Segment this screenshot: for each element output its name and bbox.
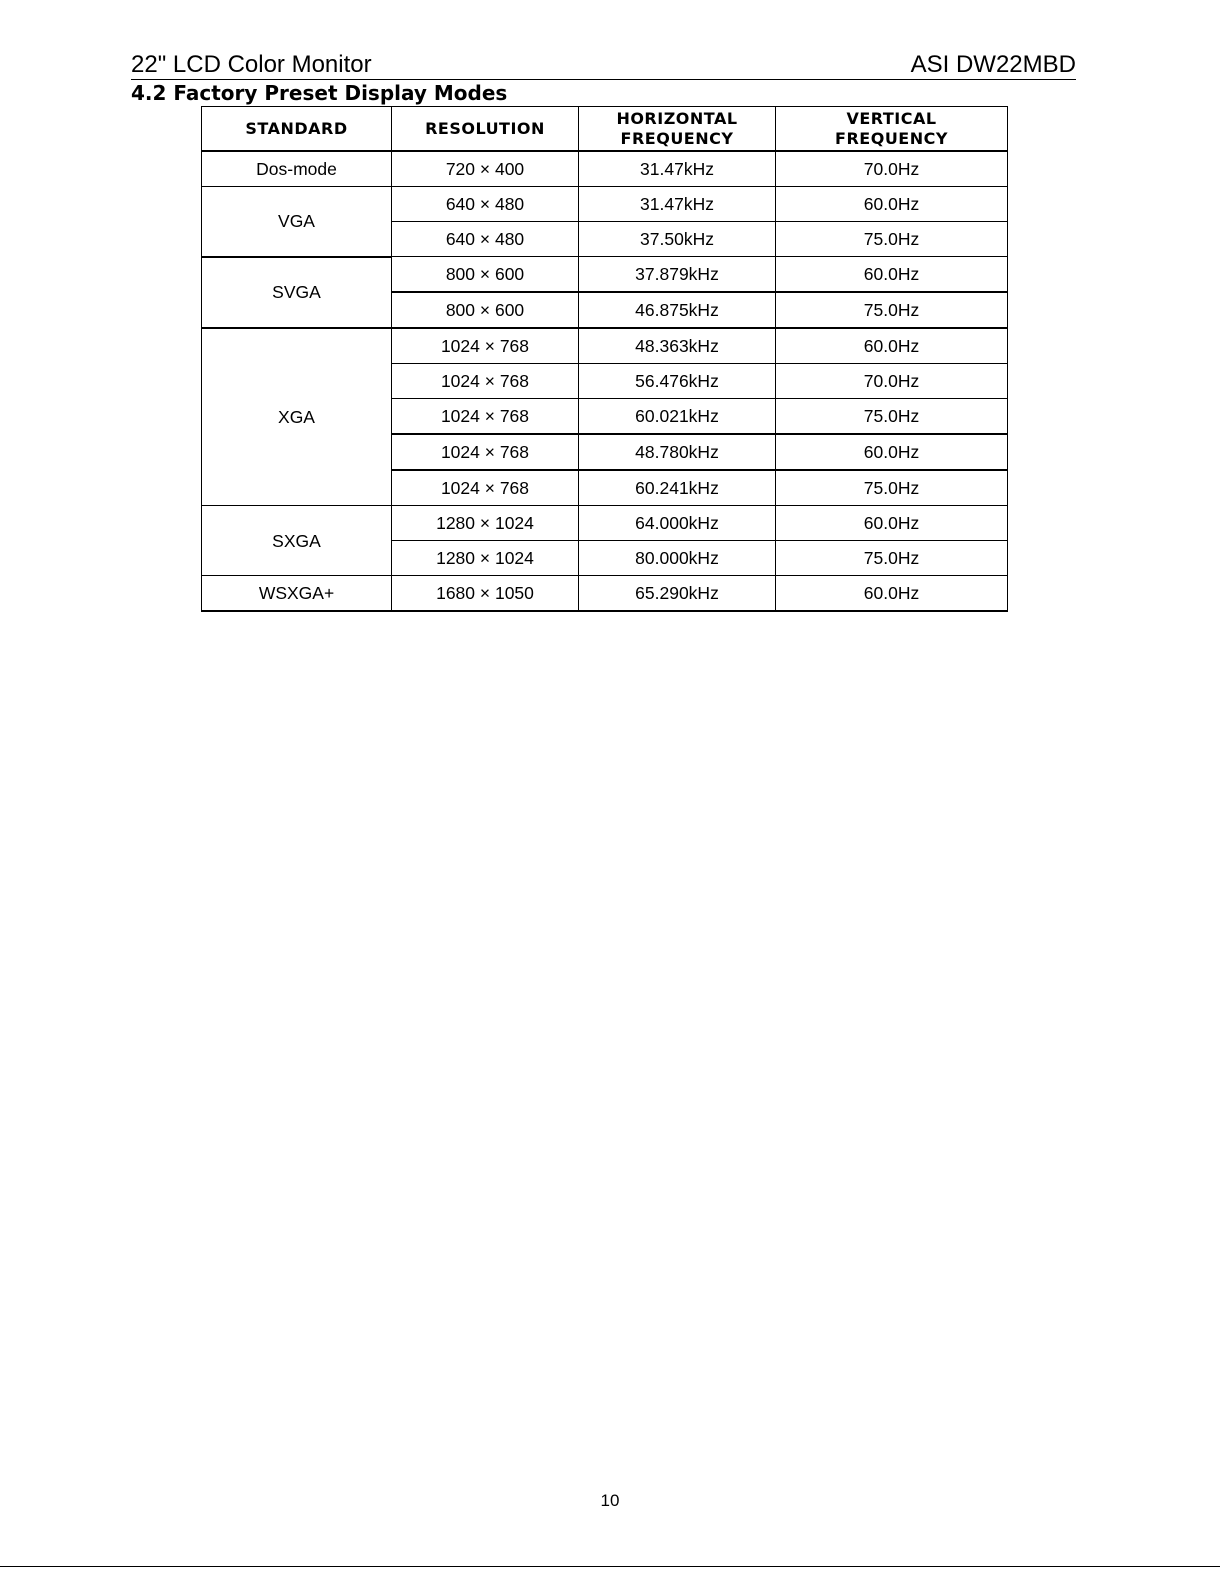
table-row — [202, 328, 1008, 364]
vertical-frequency-cell: 70.0Hz — [776, 151, 1008, 187]
horizontal-frequency-cell: 48.780kHz — [579, 434, 776, 470]
resolution-cell: 1280 × 1024 — [392, 541, 579, 576]
horizontal-frequency-cell: 46.875kHz — [579, 292, 776, 328]
horizontal-frequency-cell: 80.000kHz — [579, 541, 776, 576]
resolution-cell: 1024 × 768 — [392, 470, 579, 506]
resolution-cell: 640 × 480 — [392, 222, 579, 257]
horizontal-frequency-cell: 65.290kHz — [579, 576, 776, 612]
resolution-cell: 1024 × 768 — [392, 434, 579, 470]
standard-cell: SXGA — [202, 506, 392, 576]
standard-cell: VGA — [202, 187, 392, 257]
standard-cell: XGA — [202, 328, 392, 506]
resolution-cell: 800 × 600 — [392, 257, 579, 293]
standard-cell: WSXGA+ — [202, 576, 392, 612]
resolution-cell: 1280 × 1024 — [392, 506, 579, 541]
resolution-cell: 720 × 400 — [392, 151, 579, 187]
horizontal-frequency-cell: 31.47kHz — [579, 151, 776, 187]
resolution-cell: 640 × 480 — [392, 187, 579, 222]
vertical-frequency-cell: 60.0Hz — [776, 187, 1008, 222]
resolution-cell: 1024 × 768 — [392, 399, 579, 435]
vertical-frequency-cell: 60.0Hz — [776, 434, 1008, 470]
vertical-frequency-cell: 75.0Hz — [776, 541, 1008, 576]
horizontal-frequency-cell: 48.363kHz — [579, 328, 776, 364]
vertical-frequency-cell: 60.0Hz — [776, 328, 1008, 364]
table-row — [202, 151, 1008, 187]
vertical-frequency-cell: 60.0Hz — [776, 257, 1008, 293]
resolution-cell: 1680 × 1050 — [392, 576, 579, 612]
vertical-frequency-cell: 75.0Hz — [776, 222, 1008, 257]
document-title: 22" LCD Color Monitor — [131, 51, 372, 78]
horizontal-frequency-cell: 60.241kHz — [579, 470, 776, 506]
table-row — [202, 576, 1008, 612]
horizontal-frequency-cell: 60.021kHz — [579, 399, 776, 435]
horizontal-frequency-cell: 64.000kHz — [579, 506, 776, 541]
table-header-row — [202, 107, 1008, 152]
vertical-frequency-cell: 70.0Hz — [776, 364, 1008, 399]
table-row — [202, 257, 1008, 293]
column-header-standard: STANDARD — [202, 107, 392, 152]
vertical-frequency-cell: 75.0Hz — [776, 399, 1008, 435]
model-number: ASI DW22MBD — [910, 51, 1076, 78]
column-header-horizontal-frequency: HORIZONTAL FREQUENCY — [579, 107, 776, 152]
vertical-frequency-cell: 60.0Hz — [776, 576, 1008, 612]
page-number: 10 — [600, 1491, 620, 1510]
preset-modes-table — [201, 106, 1008, 612]
table-row — [202, 506, 1008, 541]
resolution-cell: 800 × 600 — [392, 292, 579, 328]
standard-cell: Dos-mode — [202, 151, 392, 187]
horizontal-frequency-cell: 31.47kHz — [579, 187, 776, 222]
column-header-resolution: RESOLUTION — [392, 107, 579, 152]
page-bottom-rule — [0, 1566, 1220, 1567]
column-header-vertical-frequency: VERTICAL FREQUENCY — [776, 107, 1008, 152]
horizontal-frequency-cell: 37.879kHz — [579, 257, 776, 293]
resolution-cell: 1024 × 768 — [392, 328, 579, 364]
table-row — [202, 187, 1008, 222]
vertical-frequency-cell: 75.0Hz — [776, 470, 1008, 506]
vertical-frequency-cell: 60.0Hz — [776, 506, 1008, 541]
vertical-frequency-cell: 75.0Hz — [776, 292, 1008, 328]
section-title: 4.2 Factory Preset Display Modes — [131, 81, 508, 105]
page-header — [131, 51, 1076, 80]
resolution-cell: 1024 × 768 — [392, 364, 579, 399]
horizontal-frequency-cell: 56.476kHz — [579, 364, 776, 399]
standard-cell: SVGA — [202, 257, 392, 329]
horizontal-frequency-cell: 37.50kHz — [579, 222, 776, 257]
